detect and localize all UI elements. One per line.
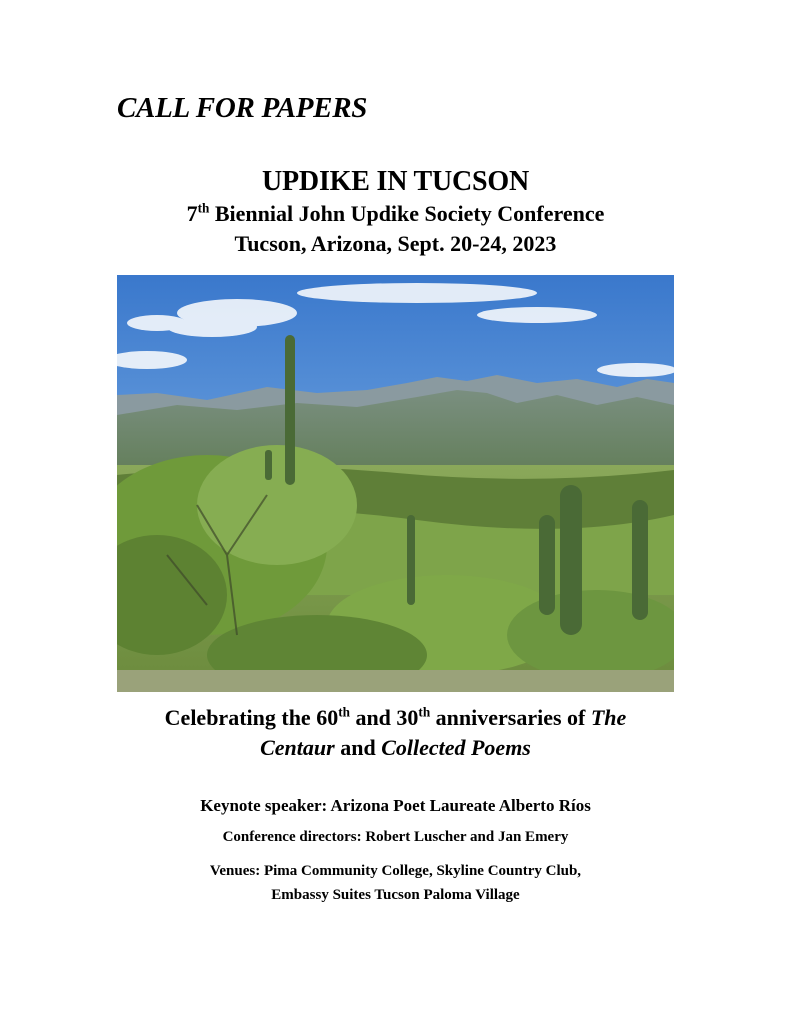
anniversary-sup-1: th — [338, 704, 350, 720]
desert-landscape-photo — [117, 275, 674, 692]
anniversary-text-1: Celebrating the 60 — [164, 705, 339, 730]
book-title-centaur: Centaur — [260, 735, 335, 760]
venues — [0, 859, 791, 907]
conference-directors: Conference directors: Robert Luscher and Jan Emery — [222, 829, 569, 845]
venues-line-1: Venues: Pima Community College, Skyline Country Club, — [209, 863, 582, 879]
anniversary-text-3: anniversaries of — [430, 705, 591, 730]
ordinal-number: 7 — [186, 201, 198, 226]
call-for-papers-heading: CALL FOR PAPERS — [117, 92, 368, 124]
venues-line-2: Embassy Suites Tucson Paloma Village — [271, 887, 520, 903]
book-title-the: The — [590, 705, 627, 730]
book-title-collected-poems: Collected Poems — [381, 735, 531, 760]
anniversary-text-2: and 30 — [349, 705, 419, 730]
location-dates: Tucson, Arizona, Sept. 20-24, 2023 — [234, 231, 557, 256]
anniversary-statement — [0, 703, 791, 763]
subtitle-text: Biennial John Updike Society Conference — [209, 201, 605, 226]
ordinal-suffix: th — [197, 200, 210, 216]
anniversary-sup-2: th — [418, 704, 431, 720]
anniversary-text-4: and — [334, 735, 382, 760]
conference-subtitle — [0, 201, 791, 227]
conference-title: UPDIKE IN TUCSON — [262, 166, 529, 197]
keynote-speaker: Keynote speaker: Arizona Poet Laureate Alberto Ríos — [200, 796, 591, 815]
